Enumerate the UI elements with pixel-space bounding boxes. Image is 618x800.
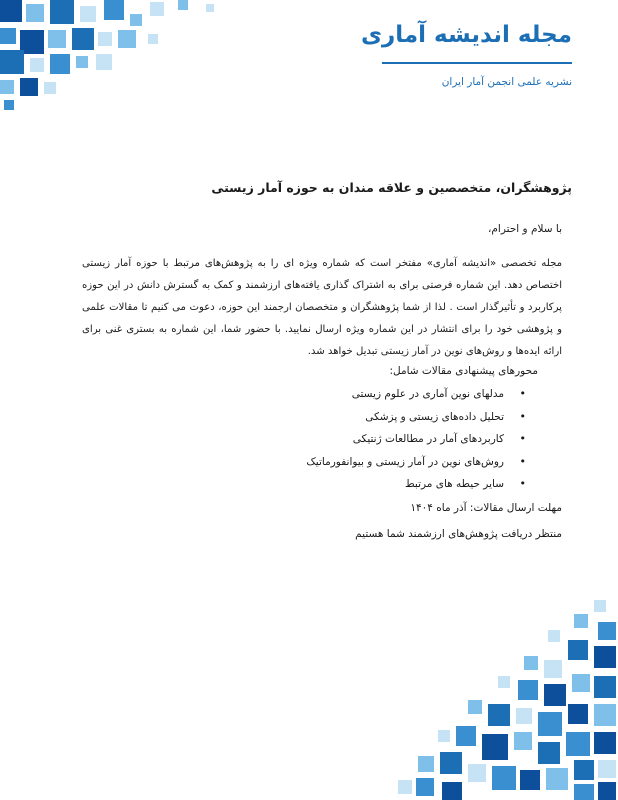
list-item [82,383,526,406]
submission-deadline: مهلت ارسال مقالات: آذر ماه ۱۴۰۴ [410,501,562,514]
topics-list [82,383,572,496]
topic-text: روش‌های نوین در آمار زیستی و بیوانفورماتیک [306,455,504,468]
list-item [82,451,526,474]
bullet-icon: • [519,432,526,445]
title-divider [382,62,572,64]
bullet-icon: • [519,454,526,468]
letter-headline: پژوهشگران، متخصصین و علاقه مندان به حوزه آمار زیستی [211,180,572,195]
journal-subtitle: نشریه علمی انجمن آمار ایران [441,76,572,88]
topics-heading: محورهای پیشنهادی مقالات شامل: [389,365,538,377]
bullet-icon: • [519,409,526,423]
letter-greeting: با سلام و احترام، [488,223,562,235]
bottom-right-decorative-squares [398,600,618,800]
list-item [82,473,526,496]
bullet-icon: • [519,477,526,490]
journal-title: مجله اندیشه آماری [360,22,572,48]
bullet-icon: • [519,387,526,400]
topic-text: کاربردهای آمار در مطالعات ژنتیکی [352,433,504,445]
letter-closing: منتظر دریافت پژوهش‌های ارزشمند شما هستیم [355,527,562,540]
topic-text: سایر حیطه های مرتبط [404,478,504,490]
topic-text: مدلهای نوین آماری در علوم زیستی [351,388,504,400]
letter-content [82,180,572,540]
letter-body-paragraph: مجله تخصصی «اندیشه آماری» مفتخر است که شماره ویژه ای را به پژوهش‌های مرتبط با حوزه آمار زیستی اختصاص دهد. این شماره فرصتی برای به اشتراک گذاری یافته‌های ارزشمند و کمک به گسترش دانش در این حوزه پرکاربرد و تأثیرگذار است . لذا از شما پژوهشگران و متخصصان ارجمند این حوزه، دعوت می کنیم تا مقالات علمی و پژوهشی خود را برای انتشار در این شماره ویژه ارسال نمایید. با حضور شما، این شماره به بستری غنی برای ارائه ایده‌ها و روش‌های نوین در آمار زیستی تبدیل خواهد شد. [82,258,562,357]
top-left-decorative-squares [0,0,240,115]
topic-text: تحلیل داده‌های زیستی و پزشکی [365,410,504,423]
list-item [82,428,526,451]
list-item [82,406,526,429]
